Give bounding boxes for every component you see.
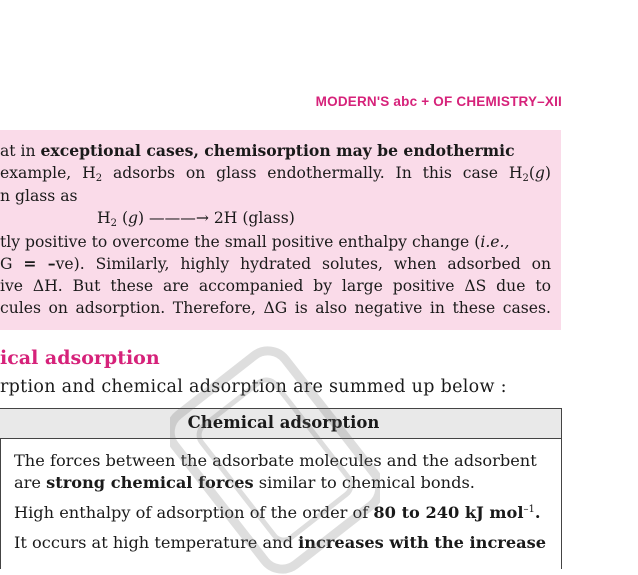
- table-row-enthalpy: High enthalpy of adsorption of the order of 80 to 240 kJ mol$^{-1}$.: [14, 503, 541, 522]
- note-line-7: ive ΔH. But these are accompanied by large positive ΔS due to: [0, 277, 551, 295]
- note-line-2: example, $H_2$ adsorbs on glass endothermally. In this case $H_2(g)$: [0, 164, 551, 184]
- note-line-6: G = –ve). Similarly, highly hydrated solutes, when adsorbed on: [0, 254, 551, 273]
- equation: $H_2$ (g) ———→ 2H (glass): [97, 209, 295, 229]
- comparison-table: [0, 408, 562, 569]
- table-row-temperature: It occurs at high temperature and increases with the increase: [14, 533, 547, 552]
- table-row-forces-line-2: are strong chemical forces similar to chemical bonds.: [14, 473, 475, 492]
- note-line-3: n glass as: [0, 187, 78, 205]
- table-header: [0, 409, 561, 439]
- section-intro: rption and chemical adsorption are summed up below :: [0, 377, 507, 397]
- note-box: [0, 130, 561, 330]
- column-header-chemical-adsorption: Chemical adsorption: [187, 413, 380, 432]
- page-header: MODERN'S abc + OF CHEMISTRY–XII: [315, 94, 562, 109]
- note-line-5: tly positive to overcome the small positive enthalpy change (i.e.,: [0, 233, 510, 251]
- section-title: ical adsorption: [0, 347, 160, 369]
- note-line-1: at in exceptional cases, chemisorption may be endothermic: [0, 141, 515, 160]
- table-row-forces-line-1: The forces between the adsorbate molecules and the adsorbent: [14, 451, 537, 470]
- note-line-8: cules on adsorption. Therefore, ΔG is also negative in these cases.: [0, 299, 551, 317]
